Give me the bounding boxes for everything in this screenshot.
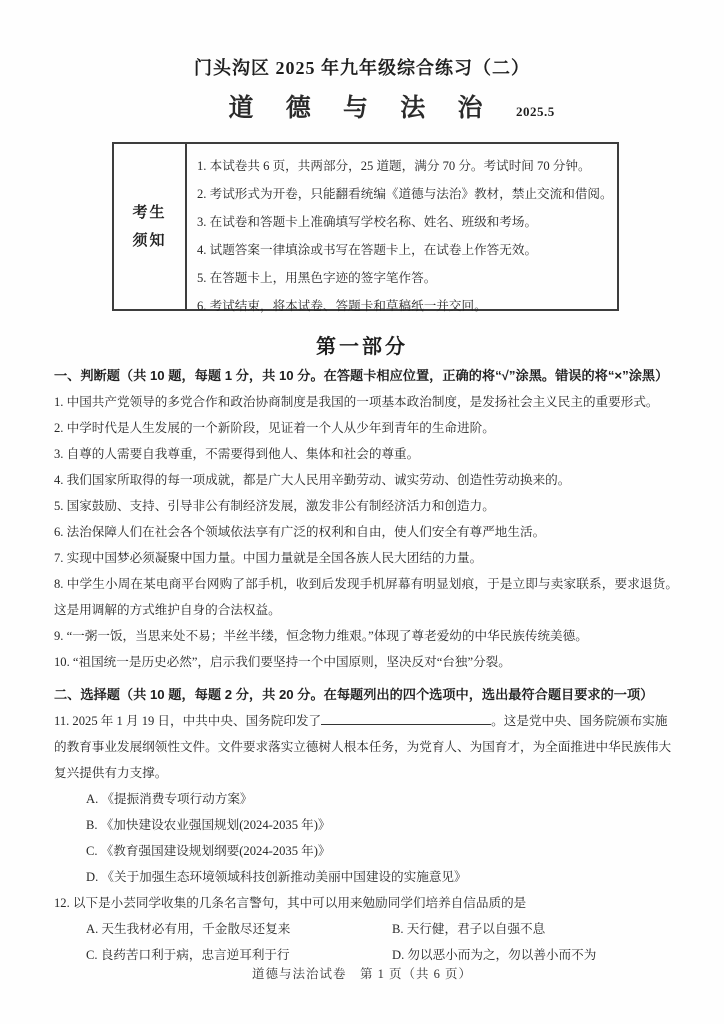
judgment-question-9: 9. “一粥一饭，当思来处不易；半丝半缕，恒念物力维艰。”体现了尊老爱幼的中华民族传统美德。 [54, 629, 588, 643]
judgment-question-2: 2. 中学时代是人生发展的一个新阶段，见证着一个人从少年到青年的生命进阶。 [54, 421, 495, 435]
page-footer: 道德与法治试卷 第 1 页（共 6 页） [251, 967, 472, 981]
q11-option-d: D. 《关于加强生态环境领域科技创新推动美丽中国建设的实施意见》 [86, 870, 467, 884]
judgment-question-7: 7. 实现中国梦必须凝聚中国力量。中国力量就是全国各族人民大团结的力量。 [54, 551, 483, 565]
notice-item: 4. 试题答案一律填涂或书写在答题卡上，在试卷上作答无效。 [197, 243, 538, 257]
judgment-question-8: 8. 中学生小周在某电商平台网购了部手机，收到后发现手机屏幕有明显划痕，于是立即与卖家联系，要求退货。这是用调解的方式维护自身的合法权益。 [54, 577, 678, 617]
exam-title: 门头沟区 2025 年九年级综合练习（二） [194, 58, 530, 78]
judgment-question-10: 10. “祖国统一是历史必然”，启示我们要坚持一个中国原则，坚决反对“台独”分裂。 [54, 655, 511, 669]
q11-option-a: A. 《提振消费专项行动方案》 [86, 792, 253, 806]
notice-label [114, 144, 187, 309]
choice-question-11-line1 [54, 708, 678, 734]
notice-item: 6. 考试结束，将本试卷、答题卡和草稿纸一并交回。 [197, 299, 487, 313]
notice-label-line1: 考生 [132, 203, 167, 221]
choice-question-11-line3: 复兴提供有力支撑。 [54, 766, 168, 780]
subject-title: 道 德 与 法 治 [228, 95, 496, 122]
notice-item: 5. 在答题卡上，用黑色字迹的签字笔作答。 [197, 271, 437, 285]
choice-question-12: 12. 以下是小芸同学收集的几条名言警句，其中可以用来勉励同学们培养自信品质的是 [54, 896, 527, 910]
judgment-question-1: 1. 中国共产党领导的多党合作和政治协商制度是我国的一项基本政治制度，是发扬社会主义民主的重要形式。 [54, 395, 659, 409]
candidate-notice-box [112, 142, 619, 311]
section2-heading: 二、选择题（共 10 题，每题 2 分，共 20 分。在每题列出的四个选项中，选出最符合题目要求的一项） [54, 687, 654, 702]
judgment-question-3: 3. 自尊的人需要自我尊重，不需要得到他人、集体和社会的尊重。 [54, 447, 420, 461]
q12-option-a: A. 天生我材必有用，千金散尽还复来 [86, 922, 291, 936]
judgment-question-5: 5. 国家鼓励、支持、引导非公有制经济发展，激发非公有制经济活力和创造力。 [54, 499, 495, 513]
q11-option-b: B. 《加快建设农业强国规划(2024-2035 年)》 [86, 818, 331, 832]
notice-label-line2: 须知 [132, 231, 167, 249]
section1-heading: 一、判断题（共 10 题，每题 1 分，共 10 分。在答题卡相应位置，正确的将“√”涂黑。错误的将“×”涂黑） [54, 368, 669, 383]
judgment-question-6: 6. 法治保障人们在社会各个领域依法享有广泛的权利和自由，使人们安全有尊严地生活。 [54, 525, 546, 539]
part1-heading: 第一部分 [316, 336, 408, 358]
q12-option-d: D. 勿以恶小而为之，勿以善小而不为 [392, 948, 597, 962]
notice-items [187, 144, 617, 313]
q11-fill-in-blank [321, 713, 491, 725]
judgment-question-4: 4. 我们国家所取得的每一项成就，都是广大人民用辛勤劳动、诚实劳动、创造性劳动换来的。 [54, 473, 571, 487]
notice-item: 3. 在试卷和答题卡上准确填写学校名称、姓名、班级和考场。 [197, 215, 538, 229]
notice-item: 2. 考试形式为开卷，只能翻看统编《道德与法治》教材，禁止交流和借阅。 [197, 187, 613, 201]
q11-option-c: C. 《教育强国建设规划纲要(2024-2035 年)》 [86, 844, 331, 858]
exam-date: 2025.5 [516, 104, 555, 119]
choice-question-11-line2: 的教育事业发展纲领性文件。文件要求落实立德树人根本任务，为党育人、为国育才，为全面推进中华民族伟大 [54, 740, 672, 754]
q11-text-prefix: 11. 2025 年 1 月 19 日，中共中央、国务院印发了 [54, 714, 322, 728]
q12-option-c: C. 良药苦口利于病，忠言逆耳利于行 [86, 948, 290, 962]
question-body [54, 363, 678, 968]
q12-option-b: B. 天行健，君子以自强不息 [392, 922, 546, 936]
notice-item: 1. 本试卷共 6 页，共两部分，25 道题，满分 70 分。考试时间 70 分钟。 [197, 159, 591, 173]
q12-options-row1 [54, 916, 678, 942]
q11-text-suffix: 。这是党中央、国务院颁布实施 [491, 714, 668, 728]
